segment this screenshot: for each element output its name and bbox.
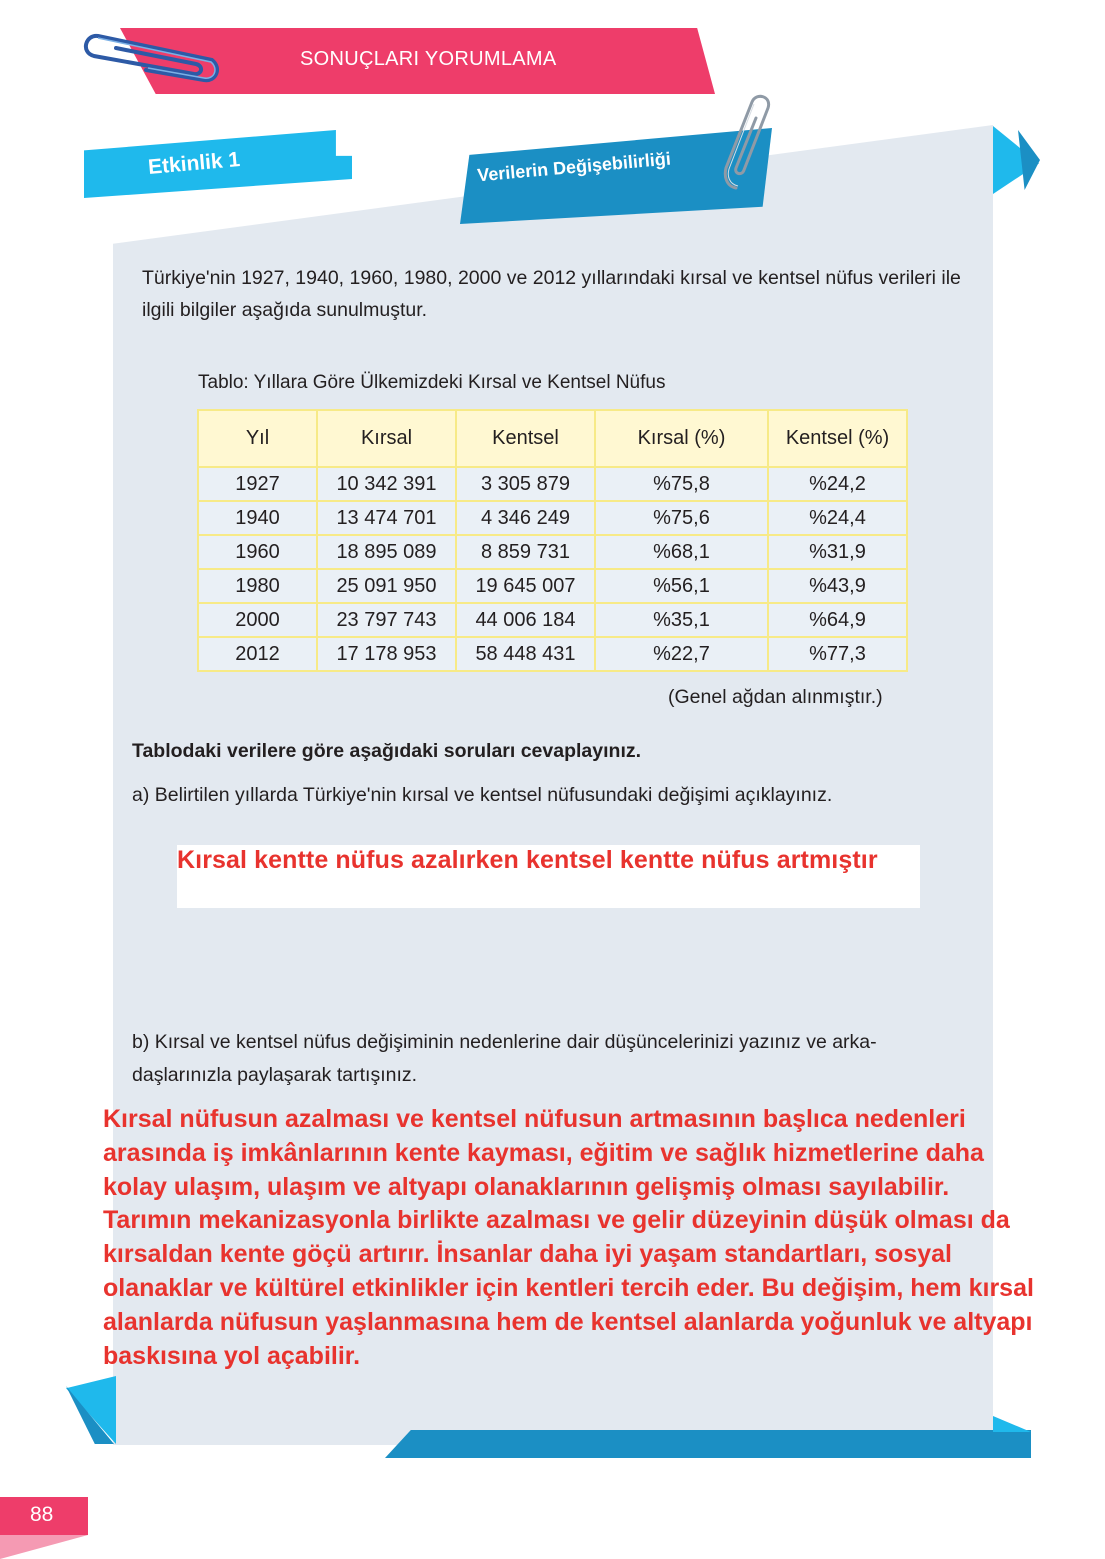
table-cell: 3 305 879 — [456, 467, 595, 501]
footer-bar — [385, 1430, 1031, 1458]
page-number: 88 — [30, 1503, 54, 1526]
table-cell: 44 006 184 — [456, 603, 595, 637]
table-cell: %77,3 — [768, 637, 907, 671]
table-cell: %43,9 — [768, 569, 907, 603]
activity-label: Etkinlik 1 — [147, 148, 241, 179]
column-header: Kırsal (%) — [595, 410, 768, 467]
table-cell: 13 474 701 — [317, 501, 456, 535]
table-cell: 25 091 950 — [317, 569, 456, 603]
questions-title: Tablodaki verilere göre aşağıdaki soruları cevaplayınız. — [132, 740, 642, 762]
table-row — [198, 467, 907, 501]
table-cell: 58 448 431 — [456, 637, 595, 671]
table-row — [198, 501, 907, 535]
table-row — [198, 603, 907, 637]
table-source: (Genel ağdan alınmıştır.) — [668, 686, 883, 708]
table-cell: 17 178 953 — [317, 637, 456, 671]
table-cell: %24,2 — [768, 467, 907, 501]
table-header-row — [198, 410, 907, 467]
question-b: b) Kırsal ve kentsel nüfus değişiminin nedenlerine dair düşüncelerinizi yazınız ve arka-daşlarınızla paylaşarak tartışınız. — [132, 1031, 877, 1086]
population-table — [197, 409, 908, 672]
table-cell: %75,6 — [595, 501, 768, 535]
table-cell: 10 342 391 — [317, 467, 456, 501]
table-cell: %68,1 — [595, 535, 768, 569]
page-badge-tail — [0, 1535, 88, 1559]
table-caption: Tablo: Yıllara Göre Ülkemizdeki Kırsal ve Kentsel Nüfus — [198, 372, 666, 393]
table-cell: %35,1 — [595, 603, 768, 637]
table-cell: 1960 — [198, 535, 317, 569]
table-cell: 1940 — [198, 501, 317, 535]
intro-text: Türkiye'nin 1927, 1940, 1960, 1980, 2000 ve 2012 yıllarındaki kırsal ve kentsel nüfus verileri ile ilgili bilgiler aşağıda sunulmuştur. — [142, 267, 961, 321]
table-cell: 19 645 007 — [456, 569, 595, 603]
table-cell: %24,4 — [768, 501, 907, 535]
table-cell: 1980 — [198, 569, 317, 603]
table-cell: %75,8 — [595, 467, 768, 501]
activity-topic: Verilerin Değişebilirliği — [476, 148, 672, 186]
table-cell: %22,7 — [595, 637, 768, 671]
column-header: Kentsel — [456, 410, 595, 467]
table-cell: %64,9 — [768, 603, 907, 637]
table-cell: 1927 — [198, 467, 317, 501]
paperclip-icon — [718, 90, 778, 196]
table-row — [198, 637, 907, 671]
table-cell: 18 895 089 — [317, 535, 456, 569]
table-cell: %56,1 — [595, 569, 768, 603]
answer-a: Kırsal kentte nüfus azalırken kentsel kentte nüfus artmıştır — [177, 846, 878, 874]
table-cell: 8 859 731 — [456, 535, 595, 569]
column-header: Yıl — [198, 410, 317, 467]
table-cell: 2000 — [198, 603, 317, 637]
answer-b: Kırsal nüfusun azalması ve kentsel nüfusun artmasının başlıca nedenleri arasında iş imkânlarının kente kayması, eğitim ve sağlık hizmetlerine daha kolay ulaşım, ulaşım ve altyapı olanaklarının gelişmiş olması sayılabilir. Tarımın mekanizasyonla birlikte azalması ve gelir düzeyinin düşük olması da kırsaldan kente göçü artırır. İnsanlar daha iyi yaşam standartları, sosyal olanaklar ve kültürel etkinlikler için kentleri tercih eder. Bu değişim, hem kırsal alanlarda nüfusun yaşlanmasına hem de kentsel alanlarda yoğunluk ve altyapı baskısına yol açabilir. — [103, 1105, 1034, 1370]
question-a: a) Belirtilen yıllarda Türkiye'nin kırsal ve kentsel nüfusundaki değişimi açıklayınız. — [132, 784, 833, 806]
footer-bar-fold — [993, 1416, 1031, 1432]
paperclip-icon — [76, 22, 226, 88]
table-row — [198, 535, 907, 569]
section-title: SONUÇLARI YORUMLAMA — [300, 48, 557, 70]
table-cell: %31,9 — [768, 535, 907, 569]
table-cell: 23 797 743 — [317, 603, 456, 637]
column-header: Kırsal — [317, 410, 456, 467]
table-cell: 2012 — [198, 637, 317, 671]
table-row — [198, 569, 907, 603]
column-header: Kentsel (%) — [768, 410, 907, 467]
table-cell: 4 346 249 — [456, 501, 595, 535]
